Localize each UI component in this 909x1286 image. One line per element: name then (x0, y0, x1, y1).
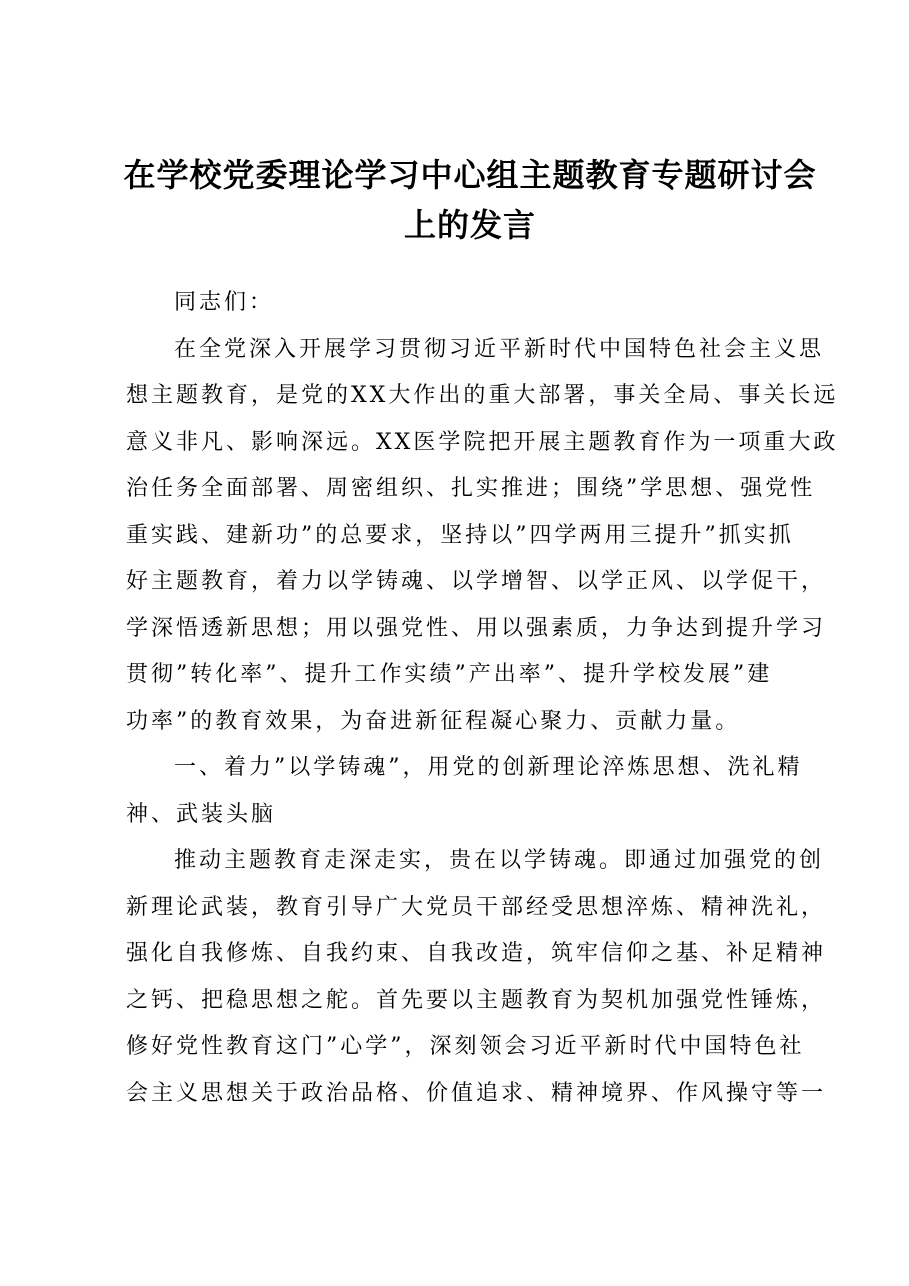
body-line: 修好党性教育这门”心学”，深刻领会习近平新时代中国特色社 (126, 1034, 805, 1059)
section-heading-line: 一、着力”以学铸魂”，用党的创新理论淬炼思想、洗礼精 (174, 755, 803, 780)
body-line: 功率”的教育效果，为奋进新征程凝心聚力、贡献力量。 (126, 708, 741, 734)
body-line: 会主义思想关于政治品格、价值追求、精神境界、作风操守等一 (126, 1080, 827, 1106)
body-line: 推动主题教育走深走实，贵在以学铸魂。即通过加强党的创 (174, 848, 825, 873)
body-line: 好主题教育，着力以学铸魂、以学增智、以学正风、以学促干， (126, 569, 827, 594)
salutation-line: 同志们： (174, 290, 275, 315)
body-line: 新理论武装，教育引导广大党员干部经受思想淬炼、精神洗礼， (126, 894, 827, 920)
document-title (110, 150, 830, 250)
title-line-2: 上的发言 (403, 206, 536, 244)
body-line: 治任务全面部署、周密组织、扎实推进；围绕”学思想、强党性 (126, 476, 816, 501)
section-heading-line: 神、武装头脑 (126, 801, 277, 827)
body-line: 贯彻”转化率”、提升工作实绩”产出率”、提升学校发展”建 (126, 662, 773, 687)
body-line: 强化自我修炼、自我约束、自我改造，筑牢信仰之基、补足精神 (126, 941, 827, 966)
body-line: 意义非凡、影响深远。XX医学院把开展主题教育作为一项重大政 (126, 429, 839, 455)
document-body (126, 280, 839, 1117)
body-line: 学深悟透新思想；用以强党性、用以强素质，力争达到提升学习 (126, 615, 827, 641)
title-line-1: 在学校党委理论学习中心组主题教育专题研讨会 (123, 156, 817, 194)
body-line: 在全党深入开展学习贯彻习近平新时代中国特色社会主义思 (174, 336, 825, 362)
body-line: 想主题教育，是党的XX大作出的重大部署，事关全局、事关长远 (126, 383, 839, 408)
body-line: 重实践、建新功”的总要求，坚持以”四学两用三提升”抓实抓 (126, 522, 794, 548)
body-line: 之钙、把稳思想之舵。首先要以主题教育为契机加强党性锤炼， (126, 987, 827, 1013)
